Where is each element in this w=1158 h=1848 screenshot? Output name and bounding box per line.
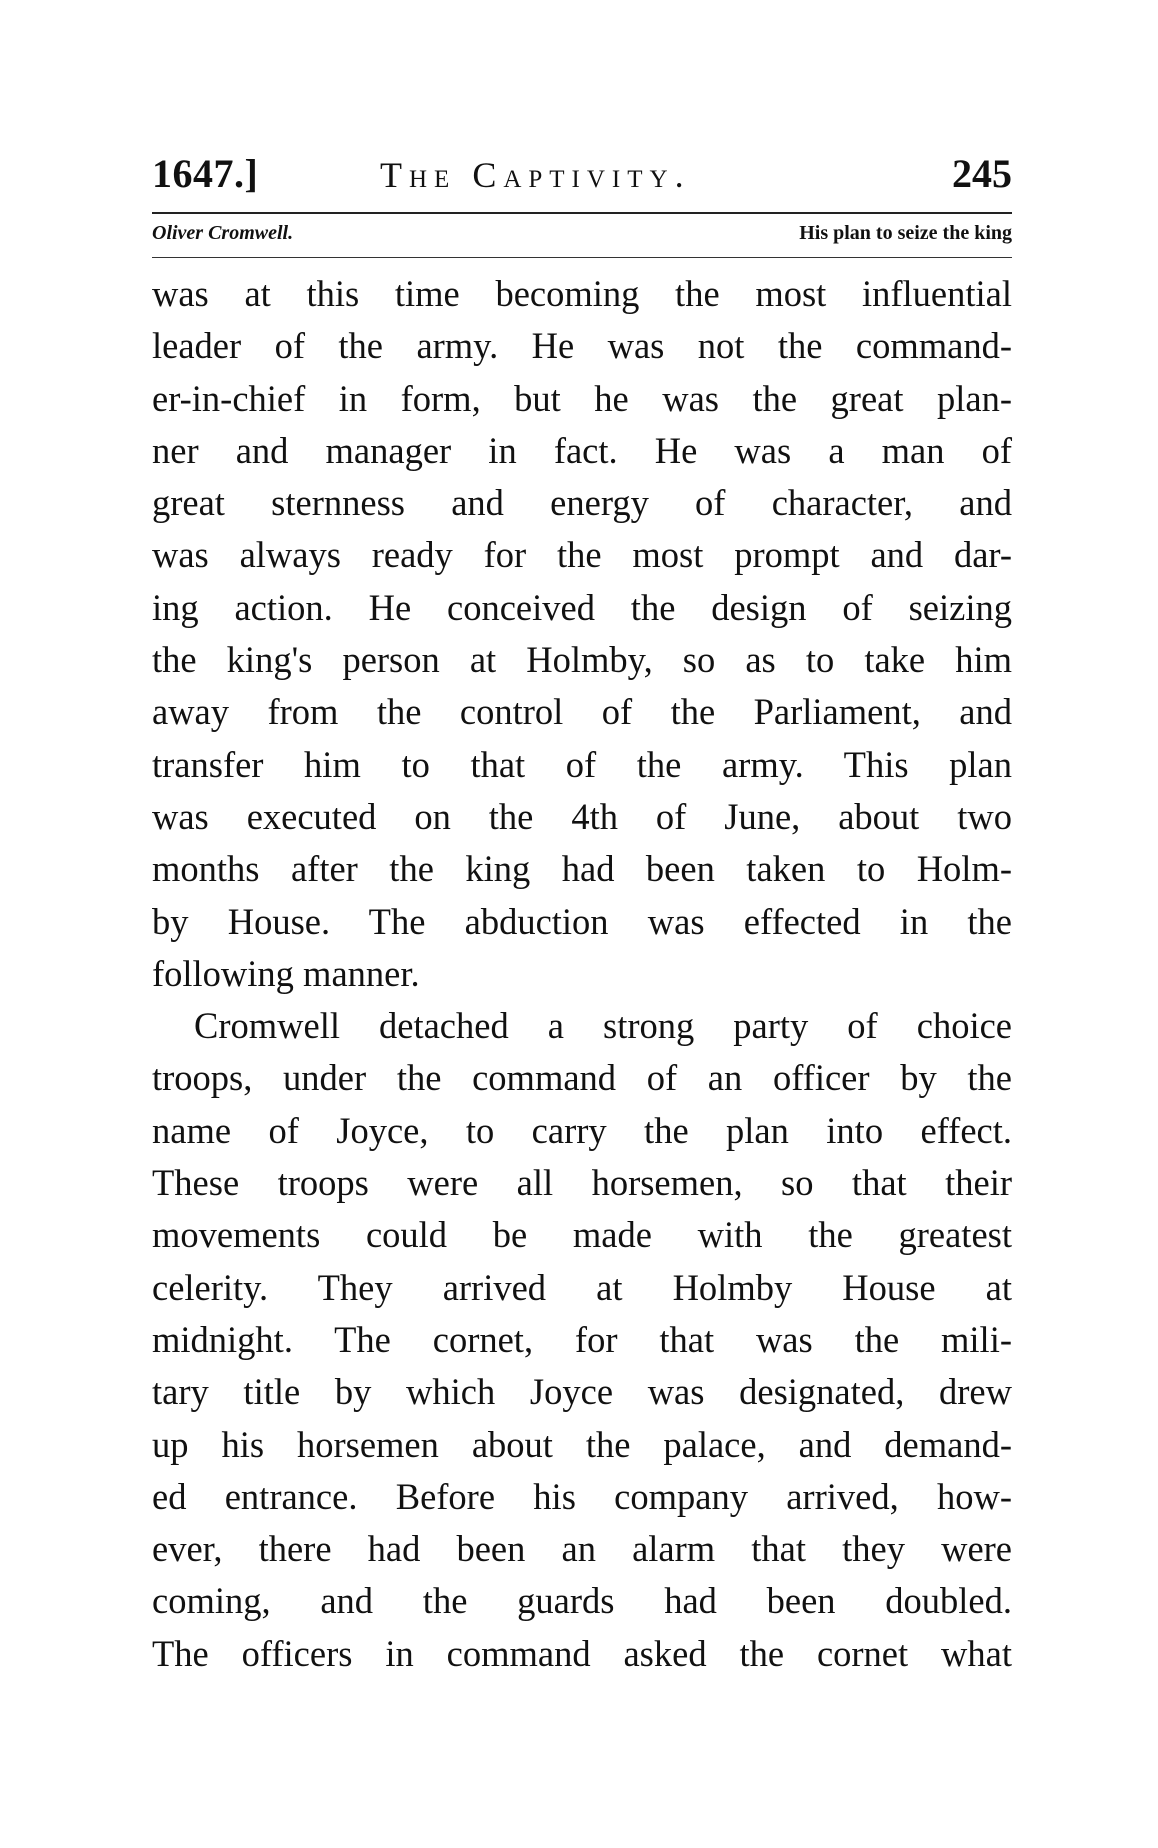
text-line: by House. The abduction was effected in the — [152, 900, 1012, 942]
body-text — [152, 268, 1012, 1680]
text-line: ing action. He conceived the design of seizing — [152, 586, 1012, 628]
text-line: great sternness and energy of character, and — [152, 482, 1012, 524]
text-line: midnight. The cornet, for that was the mili- — [152, 1318, 1012, 1360]
header-year: 1647.] — [152, 151, 259, 196]
text-line: was executed on the 4th of June, about two — [152, 795, 1012, 837]
text-line: ed entrance. Before his company arrived, how- — [152, 1475, 1012, 1517]
text-line: months after the king had been taken to Holm- — [152, 848, 1012, 890]
running-head — [152, 150, 1012, 210]
text-line: name of Joyce, to carry the plan into effect. — [152, 1109, 1012, 1151]
text-line: ever, there had been an alarm that they were — [152, 1528, 1012, 1570]
text-line: tary title by which Joyce was designated, drew — [152, 1371, 1012, 1413]
text-line: was at this time becoming the most influential — [152, 273, 1012, 314]
text-line: The officers in command asked the cornet what — [152, 1632, 1012, 1674]
text-line: These troops were all horsemen, so that their — [152, 1162, 1012, 1204]
header-rule — [152, 212, 1012, 214]
text-line: celerity. They arrived at Holmby House at — [152, 1266, 1012, 1308]
marginal-note-right: His plan to seize the king — [799, 222, 1012, 244]
text-line: leader of the army. He was not the command- — [152, 325, 1012, 367]
text-line: troops, under the command of an officer by the — [152, 1057, 1012, 1099]
marginal-note-left: Oliver Cromwell. — [152, 222, 294, 244]
marginalia-rule — [152, 257, 1012, 258]
text-line: the king's person at Holmby, so as to take him — [152, 639, 1012, 681]
text-line: ner and manager in fact. He was a man of — [152, 429, 1012, 471]
text-line: away from the control of the Parliament, and — [152, 691, 1012, 733]
header-title: The Captivity. — [380, 155, 691, 195]
text-line: up his horsemen about the palace, and demand- — [152, 1423, 1012, 1465]
text-line: er-in-chief in form, but he was the great plan- — [152, 377, 1012, 419]
text-line: Cromwell detached a strong party of choice — [194, 1005, 1012, 1047]
text-line: movements could be made with the greatest — [152, 1214, 1012, 1256]
text-line: following manner. — [152, 952, 420, 994]
page-number: 245 — [952, 151, 1012, 196]
text-line: transfer him to that of the army. This plan — [152, 743, 1012, 785]
text-line: was always ready for the most prompt and dar- — [152, 534, 1012, 576]
text-line: coming, and the guards had been doubled. — [152, 1580, 1012, 1622]
